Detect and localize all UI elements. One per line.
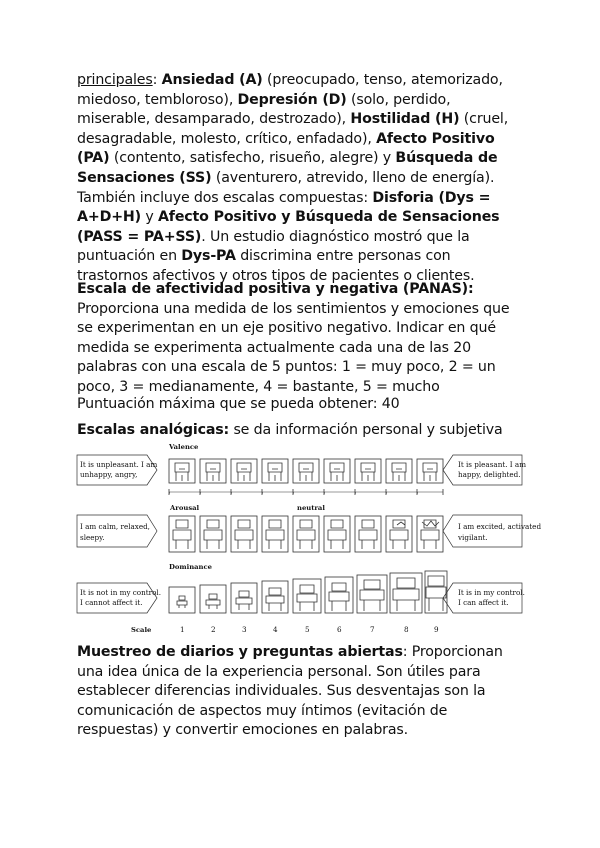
arousal-right-text-2: vigilant. [458, 533, 488, 542]
dysphoria-term: Disforia (Dys = A+D+H) [77, 189, 491, 226]
arousal-manikins [169, 516, 443, 552]
arousal-left-text-1: I am calm, relaxed, [80, 522, 150, 531]
anxiety-term: Ansiedad (A) [161, 72, 263, 88]
depression-term: Depresión (D) [237, 91, 347, 108]
text-run: (contento, satisfecho, risueño, alegre) y [109, 150, 396, 167]
valence-manikins [169, 459, 443, 495]
dominance-left-text-2: I cannot affect it. [80, 598, 143, 607]
arousal-left-text-2: sleepy. [80, 533, 105, 542]
scale-number-5: 5 [305, 625, 310, 634]
text-run: (aventurero, atrevido, lleno de energía). También incluye dos escalas compuestas: [77, 169, 495, 206]
diaries-body: : Proporcionan una idea única de la experiencia personal. Son útiles para establecer diferencias individuales. Sus desventajas son la comunicación de aspectos muy íntimos (evitación de respuestas) y convertir emociones en palabras. [77, 644, 503, 739]
text-run: : [152, 72, 162, 88]
arousal-title: Arousal [170, 504, 200, 512]
valence-title: Valence [169, 443, 199, 451]
text-run: . Un estudio diagnóstico mostró que la puntuación en [77, 228, 470, 265]
dominance-left-text-1: It is not in my control. [80, 588, 162, 597]
dominance-right-text-2: I can affect it. [458, 598, 509, 607]
max-score-text: Puntuación máxima que se pueda obtener: 40 [77, 396, 400, 412]
arousal-right-text-1: I am excited, activated [458, 522, 542, 531]
analog-body: se da información personal y subjetiva [229, 422, 503, 438]
dominance-title: Dominance [169, 563, 212, 571]
text-run: (cruel, desagradable, molesto, crítico, enfadado), [77, 111, 509, 147]
scale-number-2: 2 [211, 625, 216, 634]
text-run: (preocupado, tenso, atemorizado, miedoso, tembloroso), [77, 72, 503, 108]
dominance-right-text-1: It is in my control. [458, 588, 525, 597]
subscales-paragraph [77, 71, 522, 287]
valence-right-text-1: It is pleasant. I am [458, 460, 527, 469]
principales-word: principales [77, 72, 153, 88]
neutral-title: neutral [297, 504, 325, 512]
valence-left-text-2: unhappy, angry, [80, 470, 138, 479]
scale-number-6: 6 [337, 625, 342, 634]
arousal-right-arrow [443, 515, 522, 547]
valence-right-text-2: happy, delighted. [458, 470, 521, 479]
arousal-left-arrow [77, 515, 157, 547]
positive-affect-term: Afecto Positivo (PA) [77, 130, 495, 167]
analog-heading: Escalas analógicas: [77, 422, 230, 438]
scale-label: Scale [131, 626, 152, 634]
text-run: discrimina entre personas con trastornos afectivos y otros tipos de pacientes o clientes. [77, 248, 475, 284]
diaries-paragraph [77, 643, 522, 741]
pass-term: Afecto Positivo y Búsqueda de Sensaciones (PASS = PA+SS) [77, 209, 500, 245]
text-run: (solo, perdido, miserable, desamparado, destrozado), [77, 91, 451, 128]
scale-number-1: 1 [180, 625, 185, 634]
text-run: y [141, 209, 158, 226]
scale-number-3: 3 [242, 625, 247, 634]
panas-body: Proporciona una medida de los sentimientos y emociones que se experimentan en un eje positivo negativo. Indicar en qué medida se experimenta actualmente cada una de las 20 palabras con una escala de 5 puntos: 1 = muy poco, 2 = un poco, 3 = medianamente, 4 = bastante, 5 = mucho [77, 300, 510, 395]
analog-scales-line [77, 421, 522, 441]
sam-figure [77, 441, 542, 641]
valence-left-text-1: It is unpleasant. I am [80, 460, 158, 469]
panas-heading: Escala de afectividad positiva y negativa (PANAS): [77, 281, 474, 297]
hostility-term: Hostilidad (H) [350, 111, 460, 128]
diaries-heading: Muestreo de diarios y preguntas abiertas [77, 644, 403, 660]
scale-number-4: 4 [273, 625, 278, 634]
scale-number-9: 9 [434, 625, 439, 634]
panas-paragraph [77, 280, 522, 398]
max-score-line [77, 395, 522, 415]
scale-number-7: 7 [370, 625, 375, 634]
dominance-manikins [169, 571, 447, 613]
dys-pa-term: Dys-PA [181, 248, 236, 265]
scale-number-8: 8 [404, 625, 409, 634]
sensation-seeking-term: Búsqueda de Sensaciones (SS) [77, 150, 498, 186]
